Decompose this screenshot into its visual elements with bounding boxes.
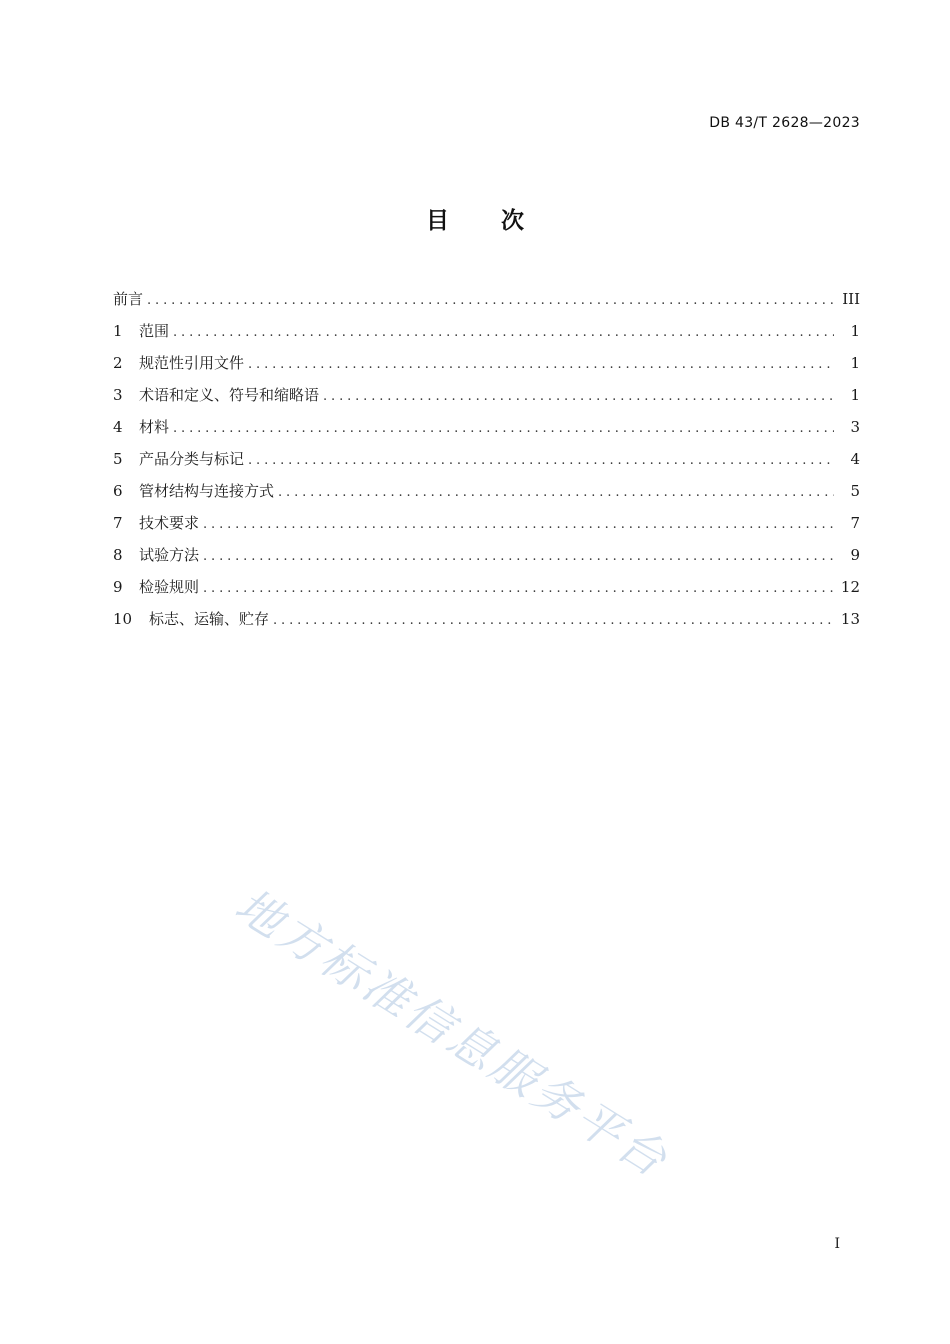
toc-entry-page: 1 [850, 354, 860, 372]
toc-entry-label: 产品分类与标记 [139, 450, 245, 468]
toc-leader-dots [173, 320, 834, 346]
toc-entry-label: 规范性引用文件 [139, 354, 245, 372]
toc-entry-3[interactable] [113, 382, 860, 414]
toc-entry-number: 10 [113, 610, 133, 628]
toc-entry-page: 13 [840, 610, 860, 628]
page-title-char-1: 目 [426, 208, 449, 234]
toc-entry-page: 4 [850, 450, 860, 468]
toc-leader-dots [323, 384, 834, 410]
toc-entry-5[interactable] [113, 446, 860, 478]
toc-entry-label: 试验方法 [139, 546, 200, 564]
toc-entry-label: 材料 [139, 418, 170, 436]
toc-entry-8[interactable] [113, 542, 860, 574]
toc-leader-dots [248, 352, 834, 378]
toc-entry-number: 6 [113, 482, 123, 500]
toc-entry-label: 管材结构与连接方式 [139, 482, 275, 500]
toc-entry-label: 标志、运输、贮存 [149, 610, 270, 628]
toc-entry-label: 检验规则 [139, 578, 200, 596]
toc-leader-dots [273, 608, 833, 634]
toc-entry-page: 9 [850, 546, 860, 564]
toc-entry-number: 8 [113, 546, 123, 564]
toc-entry-label: 技术要求 [139, 514, 200, 532]
toc-entry-page: 3 [850, 418, 860, 436]
toc-entry-number: 1 [113, 322, 123, 340]
toc-leader-dots [147, 288, 834, 314]
toc-entry-page: 1 [850, 322, 860, 340]
toc-entry-4[interactable] [113, 414, 860, 446]
toc-entry-label: 范围 [139, 322, 170, 340]
toc-entry-page: 12 [840, 578, 860, 596]
page-title-char-2: 次 [501, 208, 524, 234]
toc-entry-number: 7 [113, 514, 123, 532]
toc-leader-dots [248, 448, 834, 474]
page-number: I [834, 1236, 840, 1252]
toc-leader-dots [203, 512, 834, 538]
toc-entry-6[interactable] [113, 478, 860, 510]
toc-leader-dots [173, 416, 834, 442]
toc-entry-10[interactable] [113, 606, 860, 638]
page-title [0, 202, 950, 235]
watermark: 地方标准信息服务平台 [226, 877, 679, 1189]
toc-entry-label: 前言 [113, 290, 144, 308]
toc-entry-number: 9 [113, 578, 123, 596]
toc-entry-page: III [842, 290, 860, 308]
toc-entry-number: 5 [113, 450, 123, 468]
table-of-contents [113, 286, 860, 638]
toc-entry-number: 4 [113, 418, 123, 436]
toc-leader-dots [203, 576, 833, 602]
standard-code: DB 43/T 2628—2023 [709, 115, 860, 131]
toc-leader-dots [203, 544, 834, 570]
toc-entry-7[interactable] [113, 510, 860, 542]
toc-entry-foreword[interactable] [113, 286, 860, 318]
toc-entry-2[interactable] [113, 350, 860, 382]
toc-entry-number: 3 [113, 386, 123, 404]
toc-entry-page: 5 [850, 482, 860, 500]
toc-entry-page: 1 [850, 386, 860, 404]
toc-entry-number: 2 [113, 354, 123, 372]
toc-entry-label: 术语和定义、符号和缩略语 [139, 386, 320, 404]
toc-entry-9[interactable] [113, 574, 860, 606]
toc-leader-dots [278, 480, 834, 506]
toc-entry-1[interactable] [113, 318, 860, 350]
toc-entry-page: 7 [850, 514, 860, 532]
